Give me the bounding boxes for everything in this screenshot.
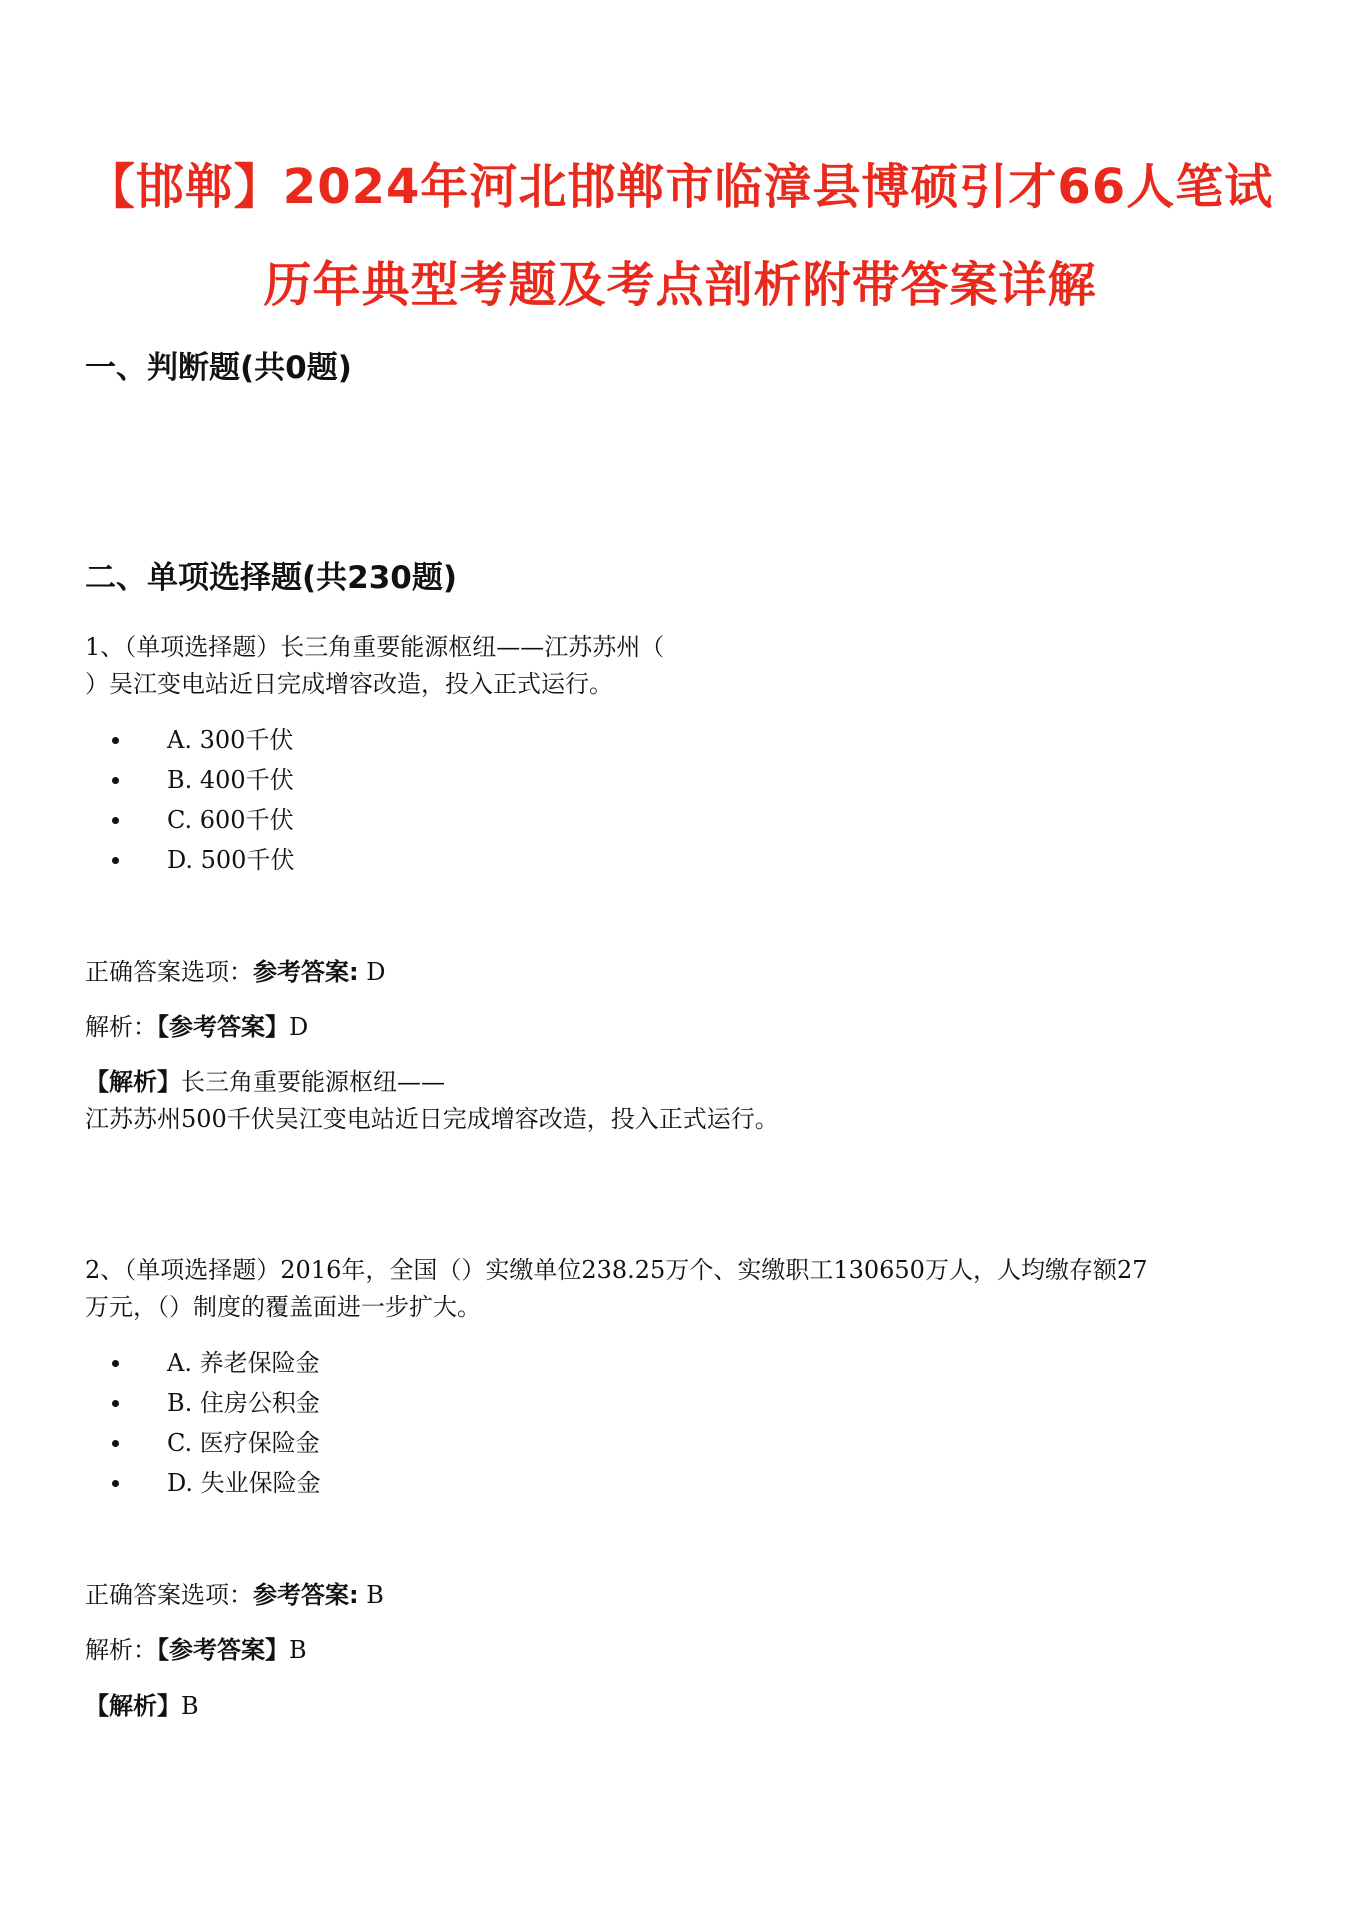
analysis-answer-value: B bbox=[289, 1636, 307, 1664]
bullet-icon bbox=[112, 1360, 119, 1367]
option-label: C. 医疗保险金 bbox=[167, 1429, 320, 1457]
bullet-icon bbox=[112, 857, 119, 864]
explanation-label: 【解析】 bbox=[85, 1692, 181, 1720]
question-1-correct-answer bbox=[85, 954, 386, 990]
section-heading-true-false: 一、判断题(共0题) bbox=[85, 350, 352, 386]
option-item bbox=[85, 1463, 321, 1503]
ref-answer-label: 参考答案: bbox=[253, 1581, 359, 1609]
correct-answer-label: 正确答案选项： bbox=[85, 958, 253, 986]
option-item bbox=[85, 1383, 321, 1423]
section-heading-single-choice: 二、单项选择题(共230题) bbox=[85, 560, 458, 596]
question-1-explanation bbox=[85, 1064, 779, 1138]
ref-answer-bracket-label: 【参考答案】 bbox=[157, 1636, 289, 1664]
question-2-analysis bbox=[85, 1632, 307, 1668]
ref-answer-label: 参考答案: bbox=[253, 958, 359, 986]
answer-value: D bbox=[366, 958, 386, 986]
option-label: C. 600千伏 bbox=[167, 806, 294, 834]
question-2-correct-answer bbox=[85, 1577, 384, 1613]
bullet-icon bbox=[112, 1400, 119, 1407]
option-item bbox=[85, 800, 294, 840]
question-1-stem-line-2: ）吴江变电站近日完成增容改造，投入正式运行。 bbox=[85, 670, 613, 698]
option-label: A. 300千伏 bbox=[167, 726, 294, 754]
bullet-icon bbox=[112, 737, 119, 744]
option-label: D. 失业保险金 bbox=[167, 1469, 321, 1497]
explanation-text-line-2: 江苏苏州500千伏吴江变电站近日完成增容改造，投入正式运行。 bbox=[85, 1105, 779, 1133]
correct-answer-label: 正确答案选项： bbox=[85, 1581, 253, 1609]
question-1-analysis bbox=[85, 1009, 308, 1045]
bullet-icon bbox=[112, 817, 119, 824]
bullet-icon bbox=[112, 1440, 119, 1447]
option-item bbox=[85, 840, 294, 880]
answer-value: B bbox=[366, 1581, 384, 1609]
explanation-text-line-1: 长三角重要能源枢纽—— bbox=[181, 1068, 445, 1096]
analysis-answer-value: D bbox=[289, 1013, 309, 1041]
question-2-options bbox=[85, 1343, 321, 1503]
analysis-label: 解析： bbox=[85, 1636, 157, 1664]
question-2-explanation bbox=[85, 1688, 199, 1725]
explanation-label: 【解析】 bbox=[85, 1068, 181, 1096]
option-label: D. 500千伏 bbox=[167, 846, 295, 874]
option-item bbox=[85, 760, 294, 800]
option-item bbox=[85, 1423, 321, 1463]
question-1-options bbox=[85, 720, 294, 880]
option-label: B. 400千伏 bbox=[167, 766, 294, 794]
analysis-label: 解析： bbox=[85, 1013, 157, 1041]
question-2-stem-line-2: 万元，（）制度的覆盖面进一步扩大。 bbox=[85, 1293, 481, 1321]
question-1-stem bbox=[85, 629, 1285, 703]
title-line-1: 【邯郸】2024年河北邯郸市临漳县博硕引才66人笔试 bbox=[86, 159, 1274, 215]
option-label: A. 养老保险金 bbox=[167, 1349, 320, 1377]
title-line-2: 历年典型考题及考点剖析附带答案详解 bbox=[263, 257, 1097, 313]
explanation-text-line-1: B bbox=[181, 1692, 199, 1720]
question-2-stem-line-1: 2、（单项选择题）2016年，全国（）实缴单位238.25万个、实缴职工130650万人，人均缴存额27 bbox=[85, 1256, 1148, 1284]
question-2-stem bbox=[85, 1252, 1285, 1326]
bullet-icon bbox=[112, 777, 119, 784]
option-label: B. 住房公积金 bbox=[167, 1389, 320, 1417]
option-item bbox=[85, 1343, 321, 1383]
option-item bbox=[85, 720, 294, 760]
document-title bbox=[80, 138, 1280, 334]
ref-answer-bracket-label: 【参考答案】 bbox=[157, 1013, 289, 1041]
question-1-stem-line-1: 1、（单项选择题）长三角重要能源枢纽——江苏苏州（ bbox=[85, 633, 665, 661]
bullet-icon bbox=[112, 1480, 119, 1487]
